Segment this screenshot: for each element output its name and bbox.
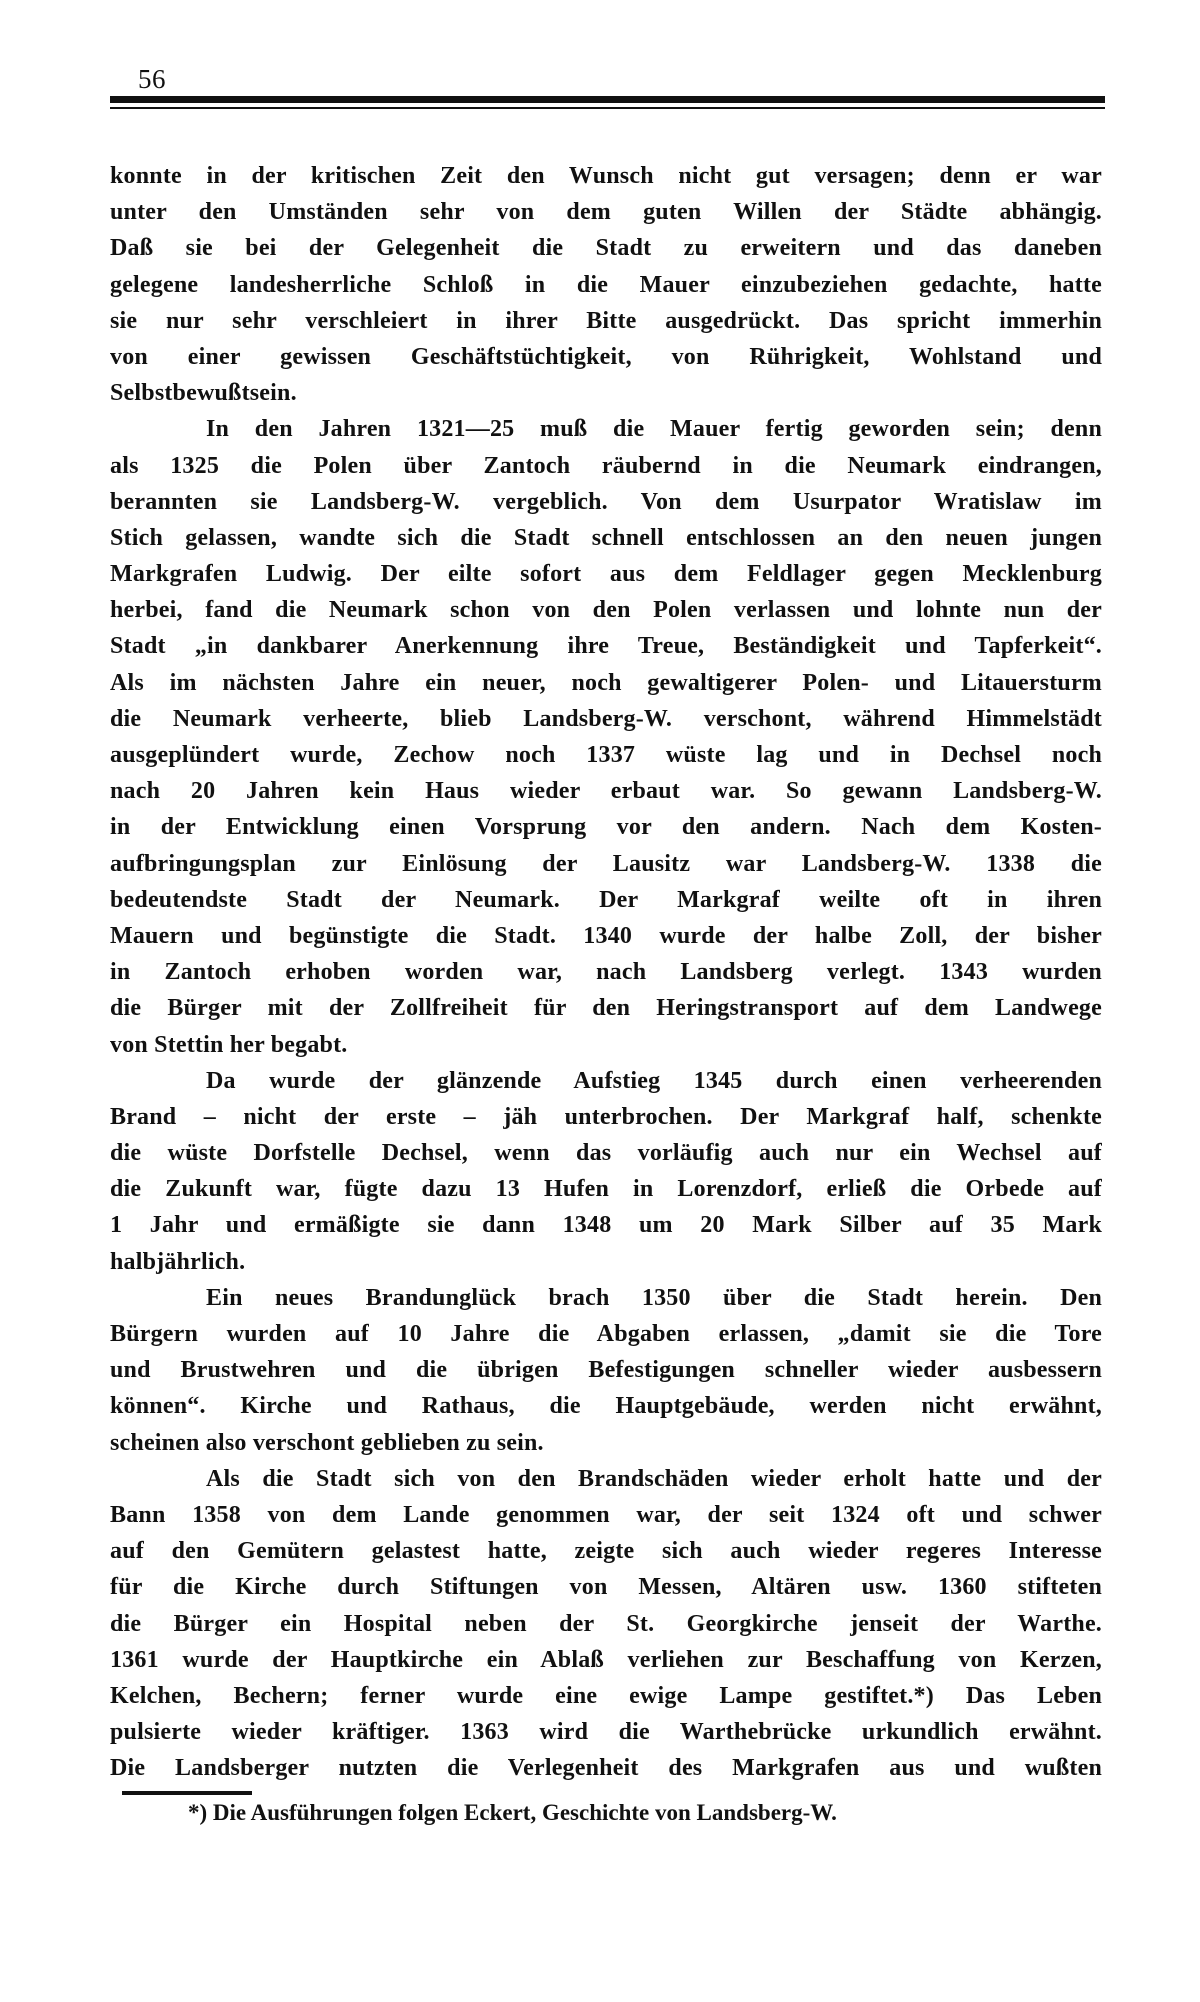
text-line: berannten sie Landsberg-W. vergeblich. Von dem Usurpator Wratislaw im: [110, 488, 1102, 515]
paragraph-start-line: Ein neues Brandunglück brach 1350 über die Stadt herein. Den: [206, 1284, 1102, 1311]
text-line: unter den Umständen sehr von dem guten Willen der Städte abhängig.: [110, 199, 1102, 226]
text-line: Stich gelassen, wandte sich die Stadt schnell entschlossen an den neuen jungen: [110, 524, 1102, 551]
text-line: Brand – nicht der erste – jäh unterbrochen. Der Markgraf half, schenkte: [110, 1103, 1102, 1130]
text-line: halbjährlich.: [110, 1248, 246, 1275]
text-line: 1361 wurde der Hauptkirche ein Ablaß verliehen zur Beschaffung von Kerzen,: [110, 1646, 1102, 1673]
text-line: die Neumark verheerte, blieb Landsberg-W. verschont, während Himmelstädt: [110, 705, 1102, 732]
text-line: auf den Gemütern gelastest hatte, zeigte sich auch wieder regeres Interesse: [110, 1538, 1102, 1565]
text-line: für die Kirche durch Stiftungen von Messen, Altären usw. 1360 stifteten: [110, 1574, 1102, 1601]
text-line: können“. Kirche und Rathaus, die Hauptgebäude, werden nicht erwähnt,: [110, 1393, 1102, 1420]
text-line: die Bürger mit der Zollfreiheit für den Heringstransport auf dem Landwege: [110, 995, 1102, 1022]
text-line: Die Landsberger nutzten die Verlegenheit des Markgrafen aus und wußten: [110, 1755, 1102, 1782]
text-line: von einer gewissen Geschäftstüchtigkeit, von Rührigkeit, Wohlstand und: [110, 343, 1102, 370]
paragraph-start-line: Als die Stadt sich von den Brandschäden wieder erholt hatte und der: [206, 1465, 1102, 1492]
text-line: Mauern und begünstigte die Stadt. 1340 wurde der halbe Zoll, der bisher: [110, 922, 1102, 949]
text-line: Bürgern wurden auf 10 Jahre die Abgaben erlassen, „damit sie die Tore: [110, 1321, 1102, 1347]
text-line: die Zukunft war, fügte dazu 13 Hufen in Lorenzdorf, erließ die Orbede auf: [110, 1176, 1102, 1203]
text-line: ausgeplündert wurde, Zechow noch 1337 wüste lag und in Dechsel noch: [110, 742, 1102, 768]
text-line: Kelchen, Bechern; ferner wurde eine ewige Lampe gestiftet.*) Das Leben: [110, 1682, 1102, 1709]
text-line: aufbringungsplan zur Einlösung der Lausitz war Landsberg-W. 1338 die: [110, 850, 1102, 877]
text-line: die wüste Dorfstelle Dechsel, wenn das vorläufig auch nur ein Wechsel auf: [110, 1140, 1102, 1167]
text-line: und Brustwehren und die übrigen Befestigungen schneller wieder ausbessern: [110, 1357, 1102, 1384]
text-line: bedeutendste Stadt der Neumark. Der Markgraf weilte oft in ihren: [110, 886, 1102, 913]
text-line: gelegene landesherrliche Schloß in die Mauer einzubeziehen gedachte, hatte: [110, 271, 1102, 298]
text-line: pulsierte wieder kräftiger. 1363 wird die Warthebrücke urkundlich erwähnt.: [110, 1719, 1102, 1746]
footnote: *) Die Ausführungen folgen Eckert, Geschichte von Landsberg-W.: [188, 1800, 837, 1825]
paragraph-start-line: In den Jahren 1321—25 muß die Mauer fertig geworden sein; denn: [206, 416, 1102, 443]
footnote-rule: [122, 1791, 252, 1795]
text-line: Stadt „in dankbarer Anerkennung ihre Treue, Beständigkeit und Tapferkeit“.: [110, 633, 1102, 660]
header-rule-thick: [110, 96, 1105, 103]
text-line: herbei, fand die Neumark schon von den Polen verlassen und lohnte nun der: [110, 597, 1102, 624]
text-line: Selbstbewußtsein.: [110, 380, 297, 407]
text-line: Als im nächsten Jahre ein neuer, noch gewaltigerer Polen- und Litauersturm: [110, 669, 1102, 696]
text-line: sie nur sehr verschleiert in ihrer Bitte ausgedrückt. Das spricht immerhin: [110, 307, 1102, 334]
text-line: die Bürger ein Hospital neben der St. Georgkirche jenseit der Warthe.: [110, 1610, 1102, 1637]
text-line: Bann 1358 von dem Lande genommen war, der seit 1324 oft und schwer: [110, 1501, 1102, 1528]
header-rule-thin: [110, 107, 1105, 109]
text-line: Daß sie bei der Gelegenheit die Stadt zu erweitern und das daneben: [110, 235, 1102, 262]
text-line: konnte in der kritischen Zeit den Wunsch nicht gut versagen; denn er war: [110, 163, 1102, 189]
page-number: 56: [138, 64, 166, 94]
body-text: [110, 158, 1102, 1786]
paragraph-start-line: Da wurde der glänzende Aufstieg 1345 durch einen verheerenden: [206, 1067, 1102, 1094]
text-line: nach 20 Jahren kein Haus wieder erbaut war. So gewann Landsberg-W.: [110, 778, 1102, 805]
text-line: Markgrafen Ludwig. Der eilte sofort aus dem Feldlager gegen Mecklenburg: [110, 561, 1102, 588]
text-line: 1 Jahr und ermäßigte sie dann 1348 um 20 Mark Silber auf 35 Mark: [110, 1212, 1102, 1239]
text-line: in der Entwicklung einen Vorsprung vor den andern. Nach dem Kosten-: [110, 814, 1102, 841]
text-line: in Zantoch erhoben worden war, nach Landsberg verlegt. 1343 wurden: [110, 959, 1102, 986]
text-line: scheinen also verschont geblieben zu sein.: [110, 1429, 544, 1456]
text-line: als 1325 die Polen über Zantoch räubernd in die Neumark eindrangen,: [110, 452, 1102, 479]
text-line: von Stettin her begabt.: [110, 1031, 348, 1058]
